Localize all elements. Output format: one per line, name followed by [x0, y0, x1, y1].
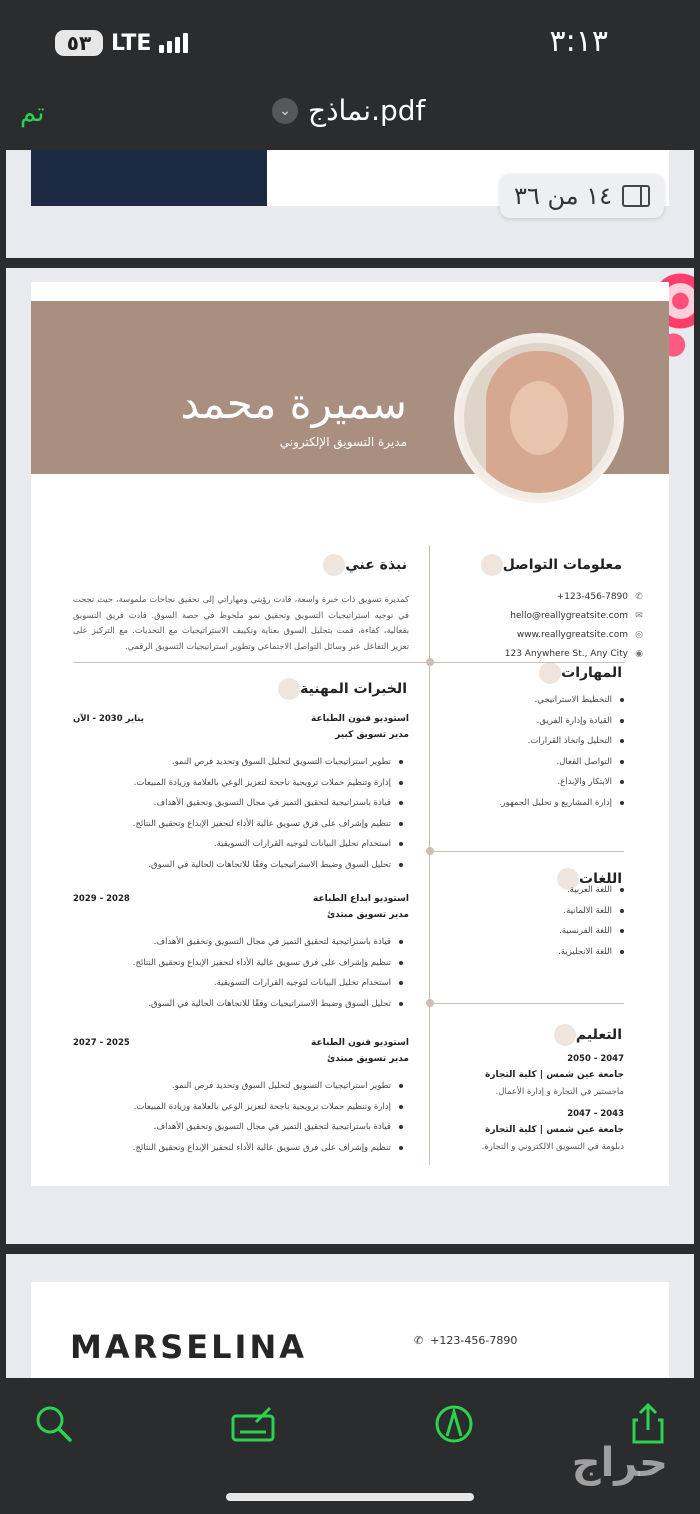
- skill-item: التخطيط الاستراتيجي.: [494, 690, 624, 711]
- job-bullet: تطوير استراتيجيات التسويق لتحليل السوق وتحديد فرص النمو.: [73, 1076, 403, 1097]
- job-bullet: إدارة وتنظيم حملات ترويجية ناجحة لتعزيز الوعي بالعلامة وزيادة المبيعات.: [73, 1097, 403, 1118]
- skills-heading: المهارات: [494, 662, 624, 684]
- job-company: استوديو ابداع الطباعة: [313, 894, 409, 904]
- job-entry: [73, 1038, 409, 1158]
- markup-icon[interactable]: [432, 1402, 476, 1446]
- contact-email: hello@reallygreatsite.com ✉: [510, 610, 643, 621]
- cv-role: مديرة التسويق الإلكتروني: [279, 435, 407, 449]
- next-page: [6, 1254, 694, 1378]
- about-text: كمديرة تسويق ذات خبرة واسعة، قادت رؤيتي ومهاراتي إلى تحقيق نجاحات ملموسة، حيث نجحت في توجيه استراتيجيات التسويق وتحقيق نمو ملحوظ في حصة السوق. قادت فريق التسويق بفعالية، كفاءة، قمت بتحليل السوق بعناية وتكييف الاستراتيجيات مع التحديات. مع التركيز على تعزيز التفاعل عبر وسائل التواصل الاجتماعي وتطوير استراتيجيات التسويق الرقمي.: [73, 594, 409, 651]
- done-button[interactable]: تم: [20, 98, 45, 128]
- job-title: مدير تسويق كبير: [335, 730, 409, 740]
- skill-item: التحليل واتخاذ القرارات.: [494, 731, 624, 752]
- skill-item: الابتكار والإبداع.: [494, 772, 624, 793]
- education-item: [424, 1054, 624, 1107]
- languages-list: [524, 880, 624, 962]
- divider-node: [426, 999, 434, 1007]
- column-divider: [429, 545, 430, 1165]
- job-date: 2025 - 2027: [73, 1038, 130, 1048]
- job-bullets: [73, 752, 409, 876]
- job-bullet: استخدام تحليل البيانات لتوجيه القرارات التسويقية.: [73, 834, 403, 855]
- search-icon[interactable]: [32, 1402, 76, 1446]
- divider-node: [426, 847, 434, 855]
- job-title: مدير تسويق مبتدئ: [326, 910, 409, 920]
- annotate-icon[interactable]: [230, 1402, 274, 1446]
- job-bullet: قيادة باستراتيجية لتحقيق التميز في مجال التسويق وتحقيق الأهداف.: [73, 793, 403, 814]
- phone-icon: ✆: [635, 591, 643, 602]
- about-heading: نبذة عني: [273, 554, 409, 576]
- skill-item: القيادة وإدارة الفريق.: [494, 711, 624, 732]
- skill-item: التواصل الفعال.: [494, 752, 624, 773]
- skill-item: إدارة المشاريع و تحليل الجمهور.: [494, 793, 624, 814]
- job-bullet: قيادة باستراتيجية لتحقيق التميز في مجال التسويق وتحقيق الأهداف.: [73, 932, 403, 953]
- next-page-name: MARSELINA: [70, 1328, 307, 1366]
- education-school: جامعة عين شمس | كلية التجارة: [485, 1125, 624, 1135]
- job-bullets: [73, 1076, 409, 1158]
- pdf-viewer[interactable]: [0, 150, 700, 1378]
- contact-address: 123 Anywhere St., Any City ◉: [504, 648, 643, 659]
- languages-heading: اللغات: [494, 868, 624, 890]
- job-date: 2028 - 2029: [73, 894, 130, 904]
- education-degree: ماجستير في التجارة و إدارة الأعمال.: [495, 1087, 624, 1097]
- status-time: ٣:١٣: [549, 24, 608, 59]
- home-indicator[interactable]: [226, 1493, 474, 1501]
- file-title-menu[interactable]: [272, 94, 425, 127]
- job-header: [73, 714, 409, 730]
- job-bullet: تطوير استراتيجيات التسويق لتحليل السوق وتحديد فرص النمو.: [73, 752, 403, 773]
- current-page: [6, 268, 694, 1244]
- job-bullet: تحليل السوق وضبط الاستراتيجيات وفقًا للاتجاهات الحالية في السوق.: [73, 855, 403, 876]
- education-item: [424, 1109, 624, 1162]
- cv-sheet: [31, 282, 669, 1186]
- chevron-down-icon[interactable]: ⌄: [272, 98, 298, 124]
- job-bullet: تنظيم وإشراف على فرق تسويق عالية الأداء لتحفيز الإبداع وتحقيق النتائج.: [73, 1138, 403, 1159]
- job-date: يناير 2030 - الآن: [73, 714, 144, 724]
- profile-photo: [454, 333, 624, 503]
- signal-icon: [159, 33, 188, 53]
- email-icon: ✉: [635, 610, 643, 621]
- language-item: اللغة العربية.: [524, 880, 624, 901]
- job-bullet: تنظيم وإشراف على فرق تسويق عالية الأداء لتحفيز الإبداع وتحقيق النتائج.: [73, 953, 403, 974]
- job-bullet: قيادة باستراتيجية لتحقيق التميز في مجال التسويق وتحقيق الأهداف.: [73, 1117, 403, 1138]
- battery-indicator: ٥٣: [55, 30, 103, 56]
- job-title: مدير تسويق مبتدئ: [326, 1054, 409, 1064]
- language-item: اللغة الانجليزية.: [524, 942, 624, 963]
- job-bullet: استخدام تحليل البيانات لتوجيه القرارات التسويقية.: [73, 973, 403, 994]
- section-rule: [433, 851, 624, 852]
- next-page-phone: ✆ +123-456-7890: [414, 1334, 518, 1347]
- job-bullet: إدارة وتنظيم حملات ترويجية ناجحة لتعزيز الوعي بالعلامة وزيادة المبيعات.: [73, 773, 403, 794]
- job-header: [73, 1038, 409, 1054]
- job-bullet: تنظيم وإشراف على فرق تسويق عالية الأداء لتحفيز الإبداع وتحقيق النتائج.: [73, 814, 403, 835]
- section-rule: [73, 662, 624, 663]
- contact-phone: +123-456-7890 ✆: [556, 591, 643, 602]
- job-bullets: [73, 932, 409, 1014]
- location-pin-icon: ◉: [635, 648, 643, 659]
- contact-list: [494, 587, 644, 663]
- contact-heading: معلومات التواصل: [494, 554, 624, 576]
- education-degree: دبلومة في التسويق الالكتروني و التجارة.: [481, 1142, 624, 1152]
- previous-page: [6, 150, 694, 258]
- divider-node: [426, 658, 434, 666]
- globe-icon: ◎: [635, 629, 643, 640]
- language-item: اللغة الفرنسية.: [524, 921, 624, 942]
- skills-list: [494, 690, 624, 814]
- cv-name: سميرة محمد: [180, 379, 407, 428]
- education-school: جامعة عين شمس | كلية التجارة: [485, 1070, 624, 1080]
- job-header: [73, 894, 409, 910]
- haraj-watermark: حراج: [571, 1440, 668, 1486]
- education-list: [424, 1054, 624, 1164]
- page-counter[interactable]: [500, 174, 664, 218]
- job-bullet: تحليل السوق وضبط الاستراتيجيات وفقًا للاتجاهات الحالية في السوق.: [73, 994, 403, 1015]
- file-title: نماذج.pdf: [308, 94, 426, 127]
- job-entry: [73, 714, 409, 876]
- experience-heading: الخبرات المهنية: [253, 678, 409, 700]
- education-years: 2043 - 2047: [567, 1109, 624, 1119]
- job-company: استوديو فنون الطباعة: [311, 1038, 409, 1048]
- contact-website: www.reallygreatsite.com ◎: [516, 629, 643, 640]
- top-bar: [0, 0, 700, 150]
- job-company: استوديو فنون الطباعة: [311, 714, 409, 724]
- language-item: اللغة الالمانية.: [524, 901, 624, 922]
- previous-page-navy-panel: [31, 150, 267, 206]
- network-label: LTE: [111, 30, 152, 56]
- section-rule: [433, 1003, 624, 1004]
- sidebar-toggle-icon: [622, 185, 650, 207]
- education-heading: التعليم: [494, 1024, 624, 1046]
- page-counter-label: ١٤ من ٣٦: [514, 182, 612, 210]
- education-years: 2047 - 2050: [567, 1054, 624, 1064]
- job-entry: [73, 894, 409, 1014]
- status-indicators: [55, 30, 188, 56]
